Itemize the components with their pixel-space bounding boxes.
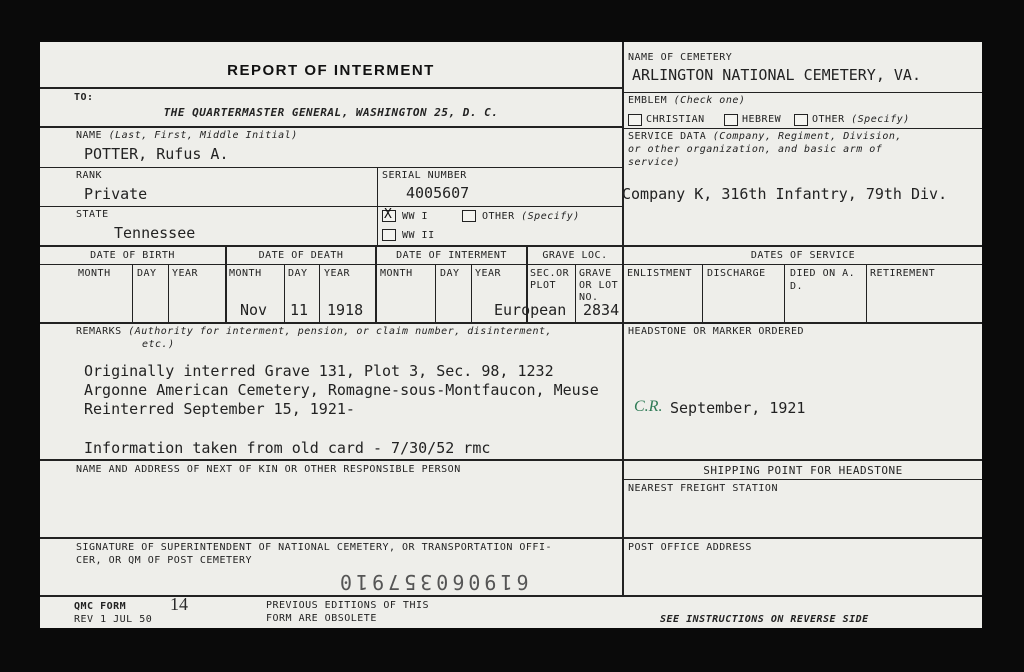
birth-month-label: MONTH bbox=[78, 268, 111, 279]
rule bbox=[40, 245, 982, 247]
remarks-line-2: Argonne American Cemetery, Romagne-sous-Montfaucon, Meuse bbox=[84, 381, 599, 399]
headstone-initials: C.R. bbox=[634, 398, 663, 415]
rule bbox=[435, 264, 436, 322]
ww2-checkbox[interactable] bbox=[382, 229, 396, 241]
retirement-label: RETIREMENT bbox=[870, 268, 936, 279]
dates-of-service-label: DATES OF SERVICE bbox=[750, 250, 856, 261]
rank-value: Private bbox=[84, 185, 148, 203]
state-value: Tennessee bbox=[114, 224, 196, 242]
rule bbox=[40, 322, 982, 324]
rule bbox=[40, 264, 982, 265]
other-war-checkbox[interactable] bbox=[462, 210, 476, 222]
christian-checkbox[interactable] bbox=[628, 114, 642, 126]
cemetery-label: NAME OF CEMETERY bbox=[628, 52, 733, 63]
remarks-line-3: Reinterred September 15, 1921- bbox=[84, 400, 355, 418]
remarks-line-4: Information taken from old card - 7/30/52 rmc bbox=[84, 439, 491, 457]
interment-month-label: MONTH bbox=[380, 268, 413, 279]
signature-label-2: CER, OR QM OF POST CEMETERY bbox=[76, 555, 253, 566]
death-year-value: 1918 bbox=[327, 301, 364, 319]
next-of-kin-label: NAME AND ADDRESS OF NEXT OF KIN OR OTHER RESPONSIBLE PERSON bbox=[76, 464, 461, 475]
rule bbox=[622, 128, 982, 129]
date-of-death-label: DATE OF DEATH bbox=[258, 250, 344, 261]
rule bbox=[40, 87, 622, 89]
revision-label: REV 1 JUL 50 bbox=[74, 614, 153, 625]
service-data-label: SERVICE DATA (Company, Regiment, Division, bbox=[628, 131, 902, 142]
grave-number-value: 2834 bbox=[583, 301, 620, 319]
interment-year-label: YEAR bbox=[475, 268, 502, 279]
ww1-label: WW I bbox=[402, 211, 429, 222]
other-war-label: OTHER (Specify) bbox=[482, 211, 580, 222]
shipping-point-label: SHIPPING POINT FOR HEADSTONE bbox=[703, 464, 903, 477]
died-on-ad-label: DIED ON A. bbox=[790, 268, 856, 279]
rule bbox=[784, 264, 785, 322]
rule bbox=[40, 206, 622, 207]
to-value: THE QUARTERMASTER GENERAL, WASHINGTON 25, D. C. bbox=[163, 106, 499, 119]
rule bbox=[168, 264, 169, 322]
remarks-hint: etc.) bbox=[142, 339, 175, 350]
remarks-line-1: Originally interred Grave 131, Plot 3, Sec. 98, 1232 bbox=[84, 362, 554, 380]
rule bbox=[622, 42, 624, 595]
form-number: 14 bbox=[170, 594, 188, 614]
rule bbox=[40, 459, 982, 461]
rule bbox=[702, 264, 703, 322]
name-value: POTTER, Rufus A. bbox=[84, 145, 229, 163]
rule bbox=[132, 264, 133, 322]
other-emblem-label: OTHER (Specify) bbox=[812, 114, 910, 125]
rule bbox=[575, 264, 576, 322]
grave-column-label: GRAVE bbox=[579, 268, 612, 279]
emblem-label: EMBLEM (Check one) bbox=[628, 95, 746, 106]
stamped-number: 619060357910 bbox=[336, 570, 529, 594]
post-office-label: POST OFFICE ADDRESS bbox=[628, 542, 752, 553]
serial-value: 4005607 bbox=[406, 184, 470, 202]
rule bbox=[622, 479, 982, 480]
rule bbox=[40, 126, 622, 128]
interment-card bbox=[40, 42, 982, 628]
form-label: QMC FORM bbox=[74, 601, 127, 612]
birth-year-label: YEAR bbox=[172, 268, 199, 279]
death-month-value: Nov bbox=[240, 301, 268, 319]
to-label: TO: bbox=[74, 92, 94, 103]
date-of-birth-label: DATE OF BIRTH bbox=[90, 250, 175, 261]
remarks-label: REMARKS (Authority for interment, pension, or claim number, disinterment, bbox=[76, 326, 553, 337]
previous-editions-label: PREVIOUS EDITIONS OF THIS bbox=[266, 600, 430, 611]
other-emblem-checkbox[interactable] bbox=[794, 114, 808, 126]
rule bbox=[866, 264, 867, 322]
lot-column-label: OR LOT bbox=[579, 280, 619, 291]
headstone-value: September, 1921 bbox=[670, 399, 806, 417]
death-month-label: MONTH bbox=[229, 268, 262, 279]
rank-label: RANK bbox=[76, 170, 103, 181]
form-title: REPORT OF INTERMENT bbox=[227, 62, 435, 79]
no-column-label: NO. bbox=[579, 292, 599, 303]
date-of-interment-label: DATE OF INTERMENT bbox=[396, 250, 507, 261]
grave-location-label: GRAVE LOC. bbox=[542, 250, 608, 261]
birth-day-label: DAY bbox=[137, 268, 157, 279]
death-day-label: DAY bbox=[288, 268, 308, 279]
discharge-label: DISCHARGE bbox=[707, 268, 766, 279]
ww1-check-mark: X bbox=[384, 207, 392, 222]
state-label: STATE bbox=[76, 209, 109, 220]
ww2-label: WW II bbox=[402, 230, 435, 241]
grave-section-value: European bbox=[494, 301, 567, 319]
rule bbox=[622, 92, 982, 93]
instructions-label: SEE INSTRUCTIONS ON REVERSE SIDE bbox=[660, 614, 869, 625]
plot-label: PLOT bbox=[530, 280, 557, 291]
interment-day-label: DAY bbox=[440, 268, 460, 279]
service-data-hint: service) bbox=[628, 157, 681, 168]
rule bbox=[471, 264, 472, 322]
section-label: SEC.OR bbox=[530, 268, 570, 279]
serial-label: SERIAL NUMBER bbox=[382, 170, 467, 181]
obsolete-label: FORM ARE OBSOLETE bbox=[266, 613, 377, 624]
signature-label: SIGNATURE OF SUPERINTENDENT OF NATIONAL CEMETERY, OR TRANSPORTATION OFFI- bbox=[76, 542, 552, 553]
rule bbox=[40, 167, 622, 168]
cemetery-value: ARLINGTON NATIONAL CEMETERY, VA. bbox=[632, 66, 921, 84]
death-day-value: 11 bbox=[290, 301, 309, 319]
christian-label: CHRISTIAN bbox=[646, 114, 705, 125]
hebrew-label: HEBREW bbox=[742, 114, 782, 125]
name-label: NAME (Last, First, Middle Initial) bbox=[76, 130, 298, 141]
service-data-value: Company K, 316th Infantry, 79th Div. bbox=[622, 185, 948, 203]
service-data-hint: or other organization, and basic arm of bbox=[628, 144, 883, 155]
headstone-label: HEADSTONE OR MARKER ORDERED bbox=[628, 326, 805, 337]
enlistment-label: ENLISTMENT bbox=[627, 268, 693, 279]
rule bbox=[319, 264, 320, 322]
death-year-label: YEAR bbox=[324, 268, 351, 279]
hebrew-checkbox[interactable] bbox=[724, 114, 738, 126]
rule bbox=[284, 264, 285, 322]
rule bbox=[377, 167, 378, 245]
ww1-checkbox[interactable] bbox=[382, 207, 396, 222]
died-on-ad-label-2: D. bbox=[790, 281, 804, 292]
freight-station-label: NEAREST FREIGHT STATION bbox=[628, 483, 778, 494]
rule bbox=[40, 537, 982, 539]
